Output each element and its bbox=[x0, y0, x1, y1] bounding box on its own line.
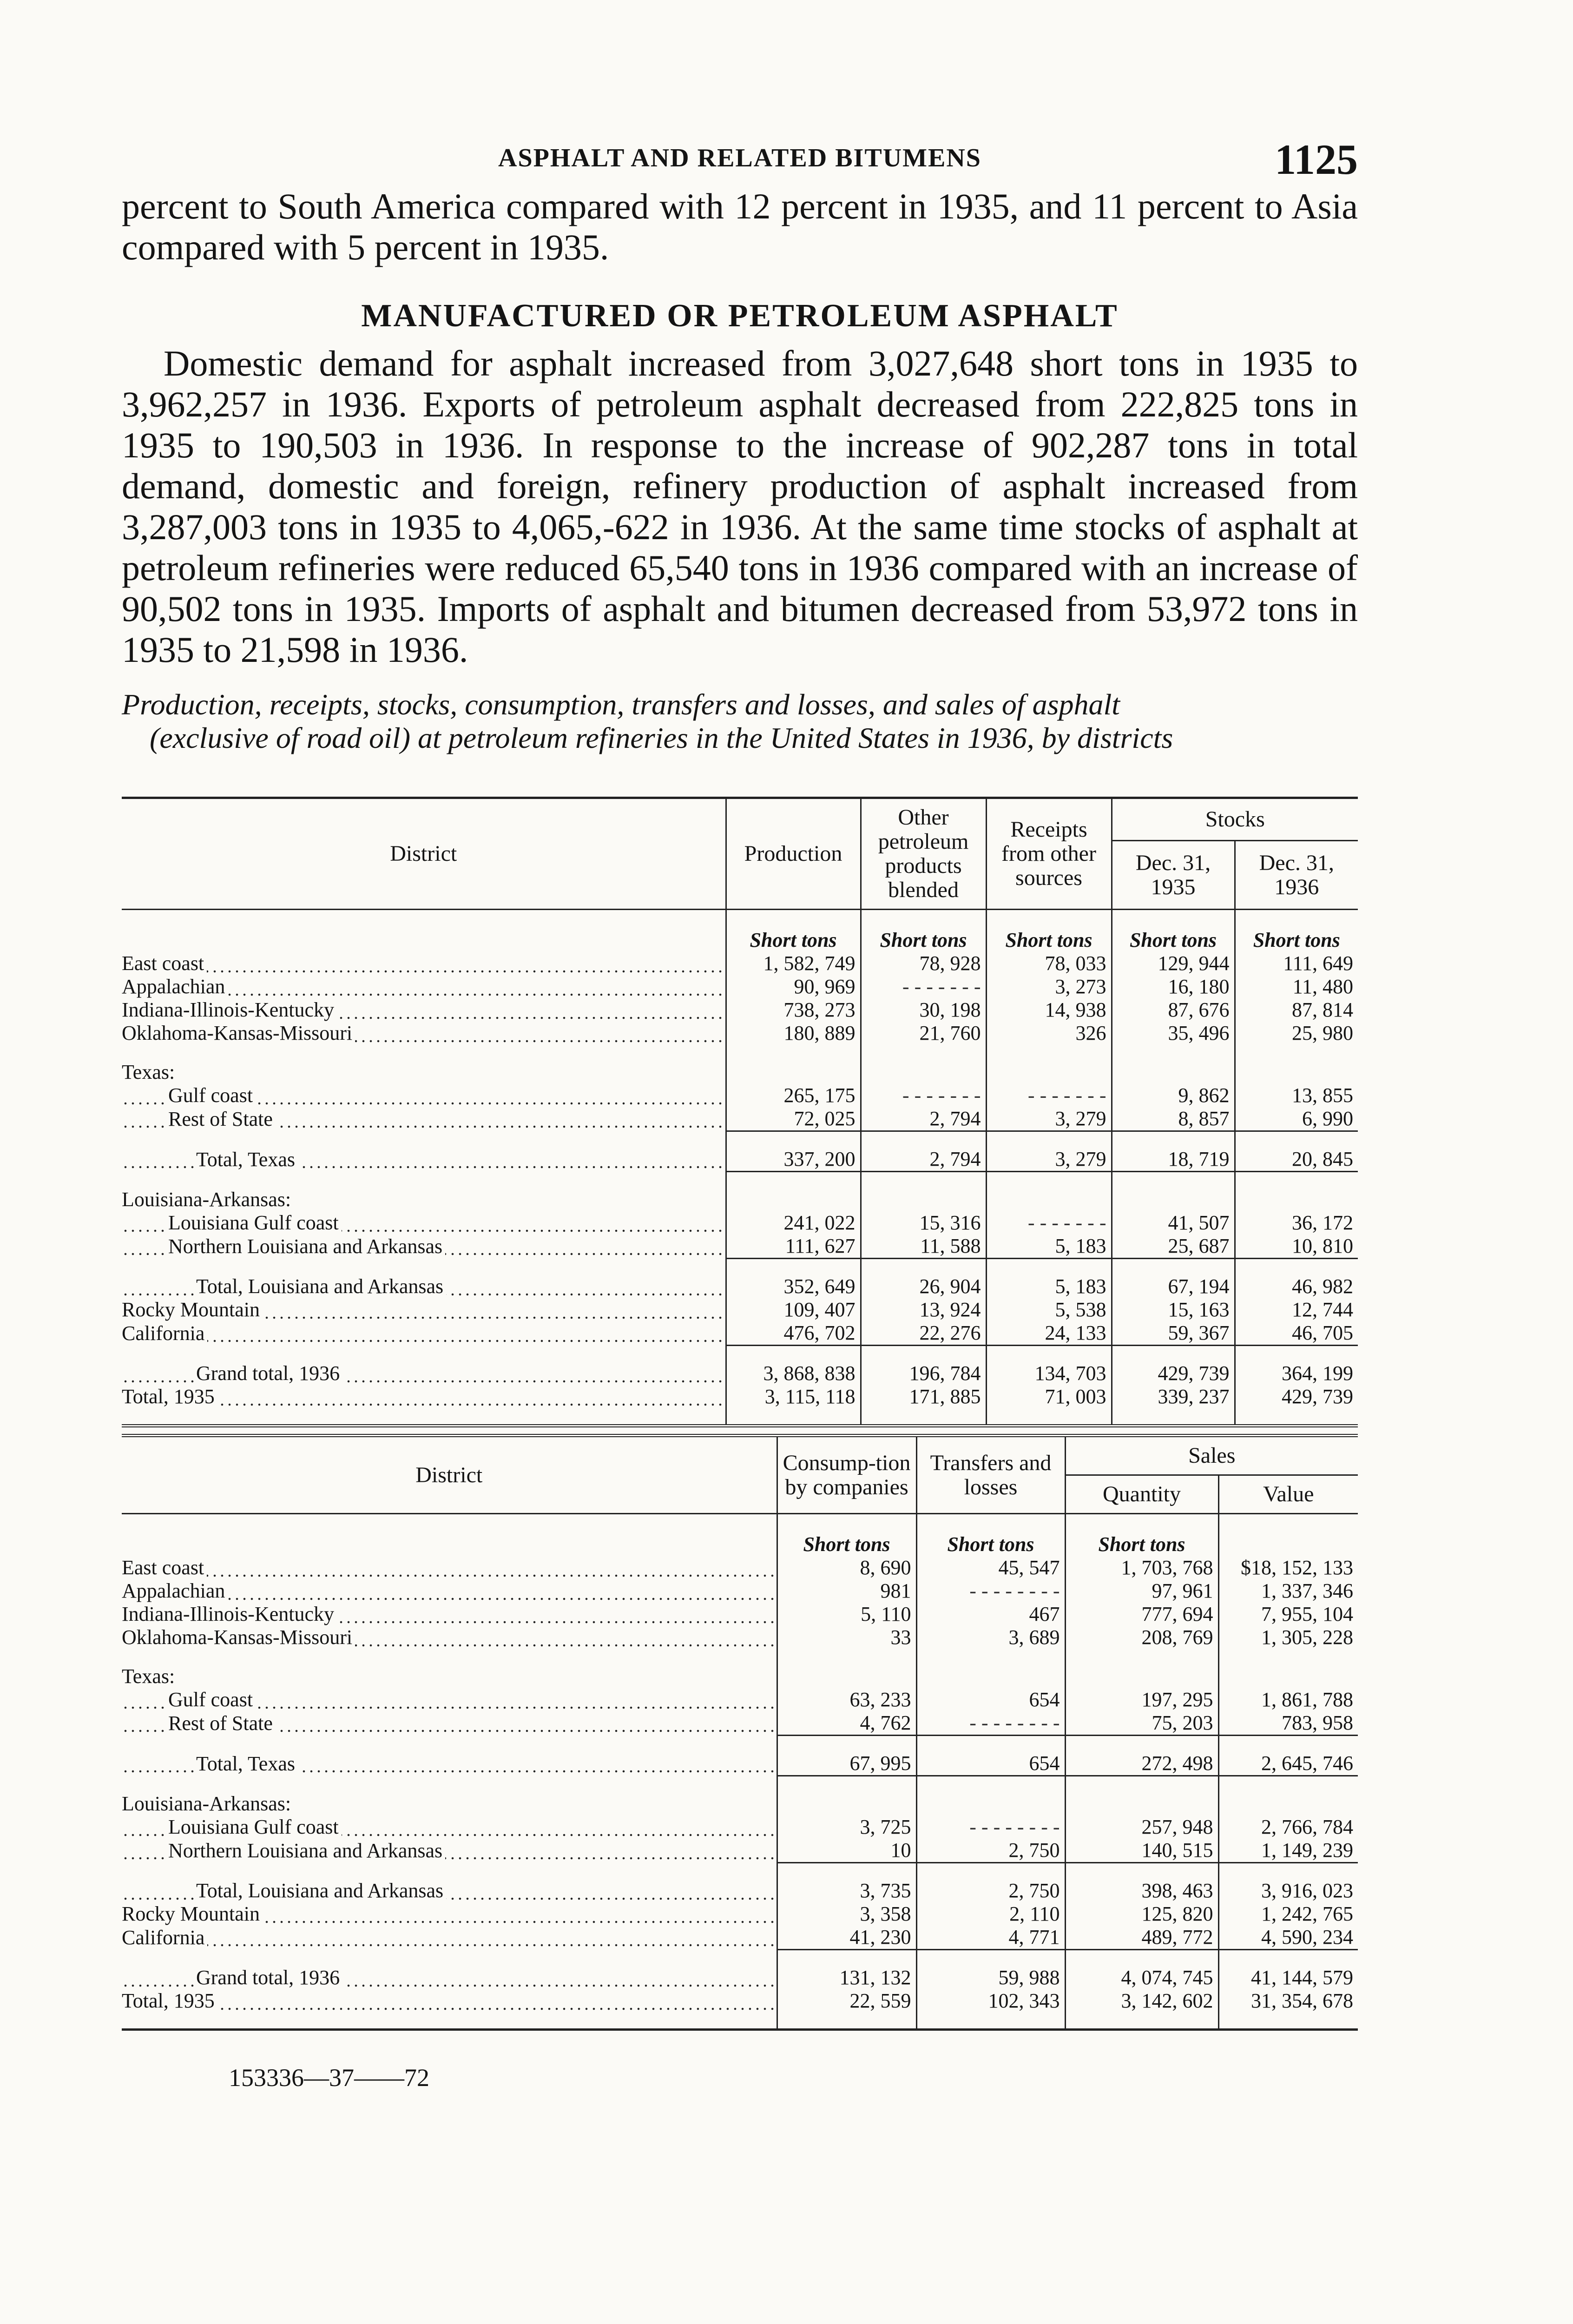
cell-value: 25, 687 bbox=[1112, 1235, 1235, 1259]
cell-value: 467 bbox=[916, 1603, 1065, 1626]
cell-value: 59, 988 bbox=[916, 1966, 1065, 1989]
cell-value: 30, 198 bbox=[861, 998, 986, 1022]
cell-value: 429, 739 bbox=[1112, 1362, 1235, 1385]
row-label: California bbox=[122, 1926, 207, 1949]
cell-value: 13, 855 bbox=[1235, 1084, 1358, 1107]
header-district: District bbox=[122, 1436, 777, 1514]
cell-value: 196, 784 bbox=[861, 1362, 986, 1385]
cell-value: 3, 358 bbox=[777, 1902, 916, 1926]
cell-value: 46, 982 bbox=[1235, 1275, 1358, 1298]
cell-value: 131, 132 bbox=[777, 1966, 916, 1989]
row-label: Gulf coast bbox=[168, 1688, 256, 1711]
table-row bbox=[122, 1211, 1358, 1235]
row-label: East coast bbox=[122, 952, 207, 975]
cell-value: 22, 276 bbox=[861, 1321, 986, 1346]
sales-table-body bbox=[122, 1514, 1358, 2030]
empty-cell: - - - - - - - bbox=[986, 1084, 1112, 1107]
row-label: Gulf coast bbox=[168, 1084, 256, 1107]
cell-value: 398, 463 bbox=[1065, 1879, 1218, 1902]
row-label: Northern Louisiana and Arkansas bbox=[168, 1839, 445, 1862]
cell-value: 3, 735 bbox=[777, 1879, 916, 1902]
cell-value: 352, 649 bbox=[726, 1275, 861, 1298]
table-row bbox=[122, 1989, 1358, 2013]
table-row bbox=[122, 1385, 1358, 1408]
cell-value: 326 bbox=[986, 1022, 1112, 1045]
table-row bbox=[122, 1362, 1358, 1385]
header-district: District bbox=[122, 798, 726, 910]
cell-value: 208, 769 bbox=[1065, 1626, 1218, 1649]
unit-label: Short tons bbox=[777, 1514, 916, 1557]
cell-value: 265, 175 bbox=[726, 1084, 861, 1107]
cell-value: 4, 762 bbox=[777, 1711, 916, 1736]
cell-value: 46, 705 bbox=[1235, 1321, 1358, 1346]
unit-label: Short tons bbox=[861, 910, 986, 952]
header-dec-1935: Dec. 31, 1935 bbox=[1112, 841, 1235, 910]
row-label: California bbox=[122, 1322, 207, 1345]
table-row bbox=[122, 1902, 1358, 1926]
cell-value: 45, 547 bbox=[916, 1556, 1065, 1579]
unit-label: Short tons bbox=[916, 1514, 1065, 1557]
header-receipts: Receipts from other sources bbox=[986, 798, 1112, 910]
cell-value: 197, 295 bbox=[1065, 1688, 1218, 1711]
cell-value: 3, 115, 118 bbox=[726, 1385, 861, 1408]
table-row bbox=[122, 952, 1358, 975]
empty-cell: - - - - - - - - bbox=[916, 1816, 1065, 1839]
cell-value: 429, 739 bbox=[1235, 1385, 1358, 1408]
row-label: Oklahoma-Kansas-Missouri bbox=[122, 1626, 355, 1649]
cell-value: 24, 133 bbox=[986, 1321, 1112, 1346]
cell-value: 15, 316 bbox=[861, 1211, 986, 1235]
page-number: 1125 bbox=[1275, 136, 1358, 183]
group-label: Texas: bbox=[122, 1061, 178, 1083]
table-row bbox=[122, 1107, 1358, 1131]
header-consumption: Consump-tion by companies bbox=[777, 1436, 916, 1514]
cell-value: 15, 163 bbox=[1112, 1298, 1235, 1321]
group-label: Louisiana-Arkansas: bbox=[122, 1188, 294, 1211]
cell-value: 489, 772 bbox=[1065, 1926, 1218, 1950]
cell-value: 125, 820 bbox=[1065, 1902, 1218, 1926]
table-row bbox=[122, 1879, 1358, 1902]
cell-value: 78, 928 bbox=[861, 952, 986, 975]
cell-value: 140, 515 bbox=[1065, 1839, 1218, 1863]
production-table bbox=[122, 797, 1358, 1427]
cell-value: 3, 725 bbox=[777, 1816, 916, 1839]
cell-value: 1, 149, 239 bbox=[1218, 1839, 1358, 1863]
unit-label: Short tons bbox=[1065, 1514, 1218, 1557]
table-row bbox=[122, 1321, 1358, 1346]
row-label: Oklahoma-Kansas-Missouri bbox=[122, 1022, 355, 1044]
cell-value: 2, 750 bbox=[916, 1839, 1065, 1863]
table-row bbox=[122, 1711, 1358, 1736]
empty-cell: - - - - - - - bbox=[861, 975, 986, 998]
cell-value: 2, 794 bbox=[861, 1107, 986, 1131]
intro-paragraph: percent to South America compared with 12 percent in 1935, and 11 percent to Asia compared with 5 percent in 1935. bbox=[122, 186, 1358, 267]
cell-value: 2, 645, 746 bbox=[1218, 1752, 1358, 1776]
cell-value: 654 bbox=[916, 1688, 1065, 1711]
cell-value: 41, 144, 579 bbox=[1218, 1966, 1358, 1989]
cell-value: 36, 172 bbox=[1235, 1211, 1358, 1235]
table-row bbox=[122, 975, 1358, 998]
table-row bbox=[122, 1603, 1358, 1626]
cell-value: 129, 944 bbox=[1112, 952, 1235, 975]
cell-value: 59, 367 bbox=[1112, 1321, 1235, 1346]
cell-value: 337, 200 bbox=[726, 1148, 861, 1172]
cell-value: 33 bbox=[777, 1626, 916, 1649]
cell-value: 654 bbox=[916, 1752, 1065, 1776]
cell-value: 3, 279 bbox=[986, 1107, 1112, 1131]
cell-value: 18, 719 bbox=[1112, 1148, 1235, 1172]
row-label: Total, Louisiana and Arkansas bbox=[196, 1275, 446, 1298]
cell-value: 13, 924 bbox=[861, 1298, 986, 1321]
cell-value: 4, 074, 745 bbox=[1065, 1966, 1218, 1989]
row-label: Rocky Mountain bbox=[122, 1902, 263, 1925]
header-dec-1936: Dec. 31, 1936 bbox=[1235, 841, 1358, 910]
cell-value: 41, 230 bbox=[777, 1926, 916, 1950]
cell-value: 6, 990 bbox=[1235, 1107, 1358, 1131]
cell-value: 180, 889 bbox=[726, 1022, 861, 1045]
cell-value: 67, 995 bbox=[777, 1752, 916, 1776]
cell-value: 20, 845 bbox=[1235, 1148, 1358, 1172]
cell-value: 1, 861, 788 bbox=[1218, 1688, 1358, 1711]
section-title: MANUFACTURED OR PETROLEUM ASPHALT bbox=[361, 298, 1119, 334]
cell-value: 777, 694 bbox=[1065, 1603, 1218, 1626]
cell-value: 3, 689 bbox=[916, 1626, 1065, 1649]
cell-value: 22, 559 bbox=[777, 1989, 916, 2013]
row-label: Indiana-Illinois-Kentucky bbox=[122, 1603, 337, 1625]
cell-value: 4, 771 bbox=[916, 1926, 1065, 1950]
row-label: Total, 1935 bbox=[122, 1385, 217, 1408]
cell-value: 8, 690 bbox=[777, 1556, 916, 1579]
cell-value: 75, 203 bbox=[1065, 1711, 1218, 1736]
cell-value: 1, 305, 228 bbox=[1218, 1626, 1358, 1649]
unit-label: Short tons bbox=[1235, 910, 1358, 952]
cell-value: 9, 862 bbox=[1112, 1084, 1235, 1107]
cell-value: 90, 969 bbox=[726, 975, 861, 998]
cell-value: 87, 814 bbox=[1235, 998, 1358, 1022]
table-row bbox=[122, 1061, 1358, 1084]
table-row bbox=[122, 1752, 1358, 1776]
row-label: Indiana-Illinois-Kentucky bbox=[122, 998, 337, 1021]
table-row bbox=[122, 1926, 1358, 1950]
table-row bbox=[122, 1275, 1358, 1298]
cell-value: 134, 703 bbox=[986, 1362, 1112, 1385]
cell-value: 11, 588 bbox=[861, 1235, 986, 1259]
cell-value: 1, 242, 765 bbox=[1218, 1902, 1358, 1926]
running-head: ASPHALT AND RELATED BITUMENS bbox=[498, 144, 981, 172]
unit-label: Short tons bbox=[986, 910, 1112, 952]
cell-value: 3, 279 bbox=[986, 1148, 1112, 1172]
cell-value: 41, 507 bbox=[1112, 1211, 1235, 1235]
cell-value: 3, 273 bbox=[986, 975, 1112, 998]
empty-cell: - - - - - - - bbox=[861, 1084, 986, 1107]
table-row bbox=[122, 1792, 1358, 1816]
row-label: Appalachian bbox=[122, 1579, 228, 1602]
cell-value: 3, 916, 023 bbox=[1218, 1879, 1358, 1902]
caption-line-2: (exclusive of road oil) at petroleum refineries in the United States in 1936, by districts bbox=[150, 721, 1173, 754]
cell-value: 1, 337, 346 bbox=[1218, 1579, 1358, 1603]
table-row bbox=[122, 1148, 1358, 1172]
cell-value: 364, 199 bbox=[1235, 1362, 1358, 1385]
row-label: Total, Texas bbox=[196, 1148, 298, 1171]
cell-value: 71, 003 bbox=[986, 1385, 1112, 1408]
row-label: Appalachian bbox=[122, 975, 228, 998]
group-label: Texas: bbox=[122, 1665, 178, 1688]
cell-value: 11, 480 bbox=[1235, 975, 1358, 998]
row-label: Louisiana Gulf coast bbox=[168, 1211, 342, 1234]
cell-value: $18, 152, 133 bbox=[1218, 1556, 1358, 1579]
cell-value: 102, 343 bbox=[916, 1989, 1065, 2013]
cell-value: 2, 750 bbox=[916, 1879, 1065, 1902]
cell-value: 2, 794 bbox=[861, 1148, 986, 1172]
cell-value: 78, 033 bbox=[986, 952, 1112, 975]
cell-value: 257, 948 bbox=[1065, 1816, 1218, 1839]
row-label: Total, Texas bbox=[196, 1752, 298, 1775]
table-row bbox=[122, 1665, 1358, 1688]
cell-value: 25, 980 bbox=[1235, 1022, 1358, 1045]
document-page bbox=[122, 135, 1358, 2092]
header-sales: Sales bbox=[1065, 1436, 1358, 1475]
header-blended: Other petroleum products blended bbox=[861, 798, 986, 910]
sales-table bbox=[122, 1434, 1358, 2031]
cell-value: 8, 857 bbox=[1112, 1107, 1235, 1131]
production-table-body bbox=[122, 910, 1358, 1426]
table-row bbox=[122, 1084, 1358, 1107]
cell-value: 7, 955, 104 bbox=[1218, 1603, 1358, 1626]
cell-value: 12, 744 bbox=[1235, 1298, 1358, 1321]
header-quantity: Quantity bbox=[1065, 1475, 1218, 1514]
row-label: Grand total, 1936 bbox=[196, 1966, 342, 1989]
cell-value: 97, 961 bbox=[1065, 1579, 1218, 1603]
cell-value: 2, 110 bbox=[916, 1902, 1065, 1926]
cell-value: 476, 702 bbox=[726, 1321, 861, 1346]
cell-value: 109, 407 bbox=[726, 1298, 861, 1321]
header-value: Value bbox=[1218, 1475, 1358, 1514]
table-row bbox=[122, 1022, 1358, 1045]
cell-value: 111, 627 bbox=[726, 1235, 861, 1259]
header-stocks: Stocks bbox=[1112, 798, 1358, 841]
cell-value: 14, 938 bbox=[986, 998, 1112, 1022]
cell-value: 10, 810 bbox=[1235, 1235, 1358, 1259]
table-row bbox=[122, 1235, 1358, 1259]
cell-value: 4, 590, 234 bbox=[1218, 1926, 1358, 1950]
cell-value: 3, 142, 602 bbox=[1065, 1989, 1218, 2013]
cell-value: 981 bbox=[777, 1579, 916, 1603]
cell-value: 5, 110 bbox=[777, 1603, 916, 1626]
row-label: Total, Louisiana and Arkansas bbox=[196, 1879, 446, 1902]
header-transfers: Transfers and losses bbox=[916, 1436, 1065, 1514]
cell-value: 272, 498 bbox=[1065, 1752, 1218, 1776]
unit-label: Short tons bbox=[726, 910, 861, 952]
table-row bbox=[122, 1298, 1358, 1321]
row-label: Northern Louisiana and Arkansas bbox=[168, 1235, 445, 1258]
cell-value: 5, 538 bbox=[986, 1298, 1112, 1321]
table-row bbox=[122, 1816, 1358, 1839]
empty-cell: - - - - - - - - bbox=[916, 1579, 1065, 1603]
cell-value: 738, 273 bbox=[726, 998, 861, 1022]
table-caption bbox=[122, 688, 1358, 755]
cell-value: 72, 025 bbox=[726, 1107, 861, 1131]
caption-line-1: Production, receipts, stocks, consumption, transfers and losses, and sales of asphalt bbox=[122, 688, 1120, 721]
printer-imprint: 153336—37——72 bbox=[229, 2064, 429, 2092]
cell-value: 111, 649 bbox=[1235, 952, 1358, 975]
table-row bbox=[122, 1556, 1358, 1579]
body-paragraph: Domestic demand for asphalt increased from 3,027,648 short tons in 1935 to 3,962,257 in 1936. Exports of petroleum asphalt decreased from 222,825 tons in 1935 to 190,503 in 1936. In response to the increase of 902,287 tons in total demand, domestic and foreign, refinery production of asphalt increased from 3,287,003 tons in 1935 to 4,065,-622 in 1936. At the same time stocks of asphalt at petroleum refineries were reduced 65,540 tons in 1936 compared with an increase of 90,502 tons in 1935. Imports of asphalt and bitumen decreased from 53,972 tons in 1935 to 21,598 in 1936. bbox=[122, 343, 1358, 670]
empty-cell: - - - - - - - - bbox=[916, 1711, 1065, 1736]
cell-value: 10 bbox=[777, 1839, 916, 1863]
cell-value: 67, 194 bbox=[1112, 1275, 1235, 1298]
row-label: Rocky Mountain bbox=[122, 1298, 263, 1321]
group-label: Louisiana-Arkansas: bbox=[122, 1792, 294, 1815]
cell-value: 16, 180 bbox=[1112, 975, 1235, 998]
row-label: Total, 1935 bbox=[122, 1989, 217, 2012]
table-row bbox=[122, 998, 1358, 1022]
cell-value: 241, 022 bbox=[726, 1211, 861, 1235]
cell-value: 26, 904 bbox=[861, 1275, 986, 1298]
cell-value: 5, 183 bbox=[986, 1235, 1112, 1259]
page-header bbox=[122, 135, 1358, 186]
cell-value: 3, 868, 838 bbox=[726, 1362, 861, 1385]
cell-value: 21, 760 bbox=[861, 1022, 986, 1045]
table-row bbox=[122, 1966, 1358, 1989]
unit-label: Short tons bbox=[1112, 910, 1235, 952]
table-row bbox=[122, 1579, 1358, 1603]
row-label: East coast bbox=[122, 1556, 207, 1579]
cell-value: 1, 703, 768 bbox=[1065, 1556, 1218, 1579]
header-production: Production bbox=[726, 798, 861, 910]
table-row bbox=[122, 1626, 1358, 1649]
cell-value: 1, 582, 749 bbox=[726, 952, 861, 975]
cell-value: 87, 676 bbox=[1112, 998, 1235, 1022]
cell-value: 339, 237 bbox=[1112, 1385, 1235, 1408]
cell-value: 5, 183 bbox=[986, 1275, 1112, 1298]
cell-value: 171, 885 bbox=[861, 1385, 986, 1408]
table-row bbox=[122, 1688, 1358, 1711]
table-row bbox=[122, 1839, 1358, 1863]
row-label: Louisiana Gulf coast bbox=[168, 1816, 342, 1838]
cell-value: 783, 958 bbox=[1218, 1711, 1358, 1736]
table-row bbox=[122, 1188, 1358, 1211]
row-label: Rest of State bbox=[168, 1712, 276, 1735]
cell-value: 31, 354, 678 bbox=[1218, 1989, 1358, 2013]
cell-value: 63, 233 bbox=[777, 1688, 916, 1711]
row-label: Rest of State bbox=[168, 1108, 276, 1130]
cell-value: 35, 496 bbox=[1112, 1022, 1235, 1045]
empty-cell: - - - - - - - bbox=[986, 1211, 1112, 1235]
row-label: Grand total, 1936 bbox=[196, 1362, 342, 1385]
cell-value: 2, 766, 784 bbox=[1218, 1816, 1358, 1839]
